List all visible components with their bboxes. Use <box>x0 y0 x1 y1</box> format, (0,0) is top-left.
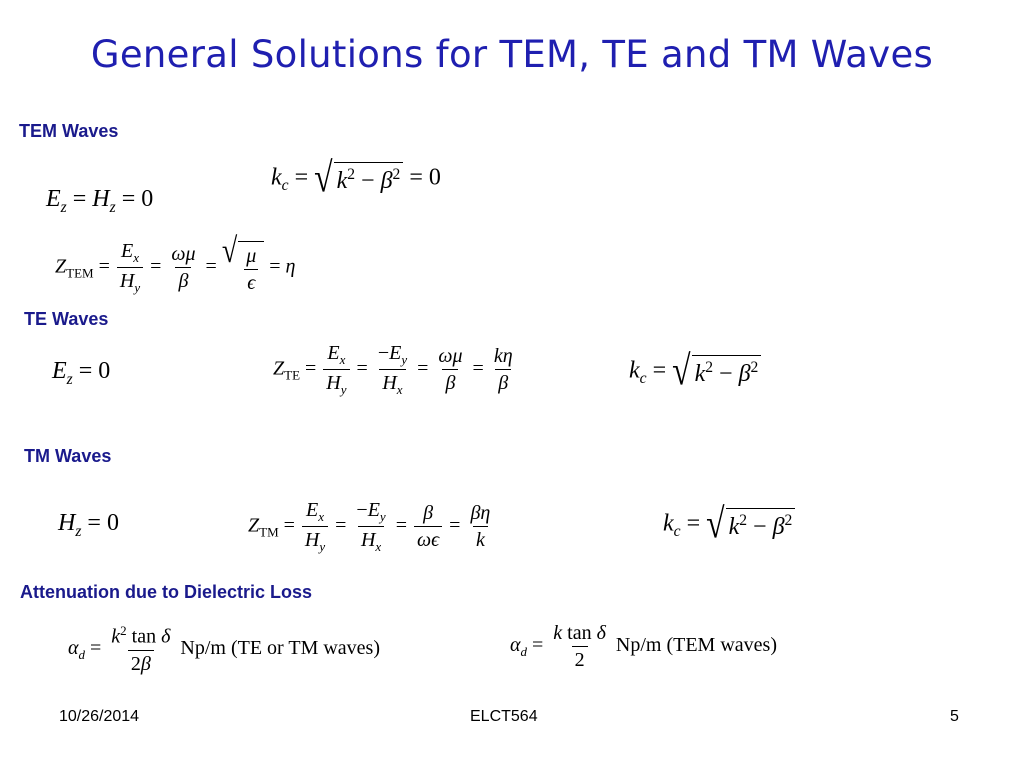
footer-date: 10/26/2014 <box>59 708 140 725</box>
attenuation-unit-te-tm: Np/m (TE or TM waves) <box>180 636 380 659</box>
slide-title: General Solutions for TEM, TE and TM Waves <box>90 33 934 76</box>
footer-page-number: 5 <box>950 708 959 725</box>
equation-tem-ez-hz: $E_z = H_z = 0$ <box>46 186 154 216</box>
attenuation-unit-tem: Np/m (TEM waves) <box>615 634 777 657</box>
equation-te-ez: $E_z = 0$ <box>52 358 111 388</box>
footer-course: ELCT564 <box>470 708 538 725</box>
section-heading-tem: TEM Waves <box>19 121 119 141</box>
section-heading-attenuation: Attenuation due to Dielectric Loss <box>20 582 313 602</box>
equation-te-impedance: $Z_{TE}$ = $\frac{E_x}{H_y}$ = $\frac{-E_y}{H_x}$ = $\frac{\omega\mu}{\beta}$ = $\frac{k\eta}{\beta}$ <box>273 342 513 398</box>
section-heading-tm: TM Waves <box>24 446 112 466</box>
equation-tem-impedance: $Z_{TEM}$ = $\frac{E_x}{H_y}$ = $\frac{\omega\mu}{\beta}$ = √ $\frac{\mu}{\epsilon}$ = η <box>55 232 296 296</box>
equation-tm-kc: $k_c$ = √ $k^2 - \beta^2$ <box>663 508 795 542</box>
equation-attenuation-tem: $\alpha_d$ = $\frac{\text{k tan δ}}{2}$ Np/m (TEM waves) <box>510 622 777 671</box>
equation-tm-hz: $H_z = 0$ <box>58 510 119 540</box>
equation-te-kc: $k_c$ = √ $k^2 - \beta^2$ <box>629 355 761 389</box>
equation-attenuation-te-tm: $\alpha_d$ = $\frac{k^2 \tan \delta}{2\beta}$ Np/m (TE or TM waves) <box>68 623 380 675</box>
equation-tm-impedance: $Z_{TM}$ = $\frac{E_x}{H_y}$ = $\frac{-E_y}{H_x}$ = $\frac{\beta}{\omega\epsilon}$ = $\frac{\beta\eta}{k}$ <box>248 499 491 555</box>
section-heading-te: TE Waves <box>24 309 109 329</box>
equation-tem-kc: $k_c$ = √ $k^2 - \beta^2$ = 0 <box>271 155 441 202</box>
